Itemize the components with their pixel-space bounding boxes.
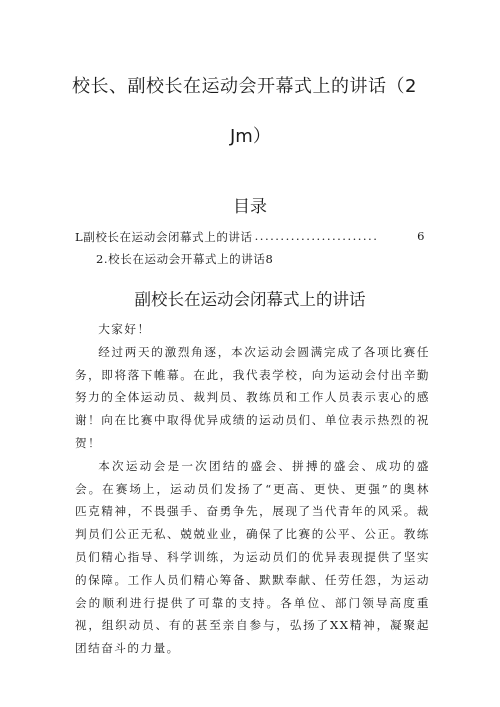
- section-heading: 副校长在运动会闭幕式上的讲话: [134, 290, 366, 309]
- toc-leader-dots: ........................: [254, 229, 379, 243]
- toc-entry[interactable]: [96, 251, 273, 267]
- body-paragraph: 本次运动会是一次团结的盛会、拼搏的盛会、成功的盛会。在赛场上，运动员们发扬了“更高、更快、更强”的奥林匹克精神，不畏强手、奋勇争先，展现了当代青年的风采。裁判员们公正无私、兢兢业业，确保了比赛的公平、公正。教练员们精心指导、科学训练，为运动员们的优异表现提供了坚实的保障。工作人员们精心筹备、默默奉献、任劳任怨，为运动会的顺利进行提供了可靠的支持。各单位、部门领导高度重视，组织动员、有的甚至亲自参与，弘扬了XX精神，凝聚起团结奋斗的力量。: [75, 458, 430, 656]
- toc-entry-page: 6: [417, 229, 425, 243]
- toc-entry[interactable]: [75, 229, 425, 245]
- toc-heading: 目录: [233, 197, 267, 217]
- section-body: [75, 318, 430, 660]
- body-paragraph: 经过两天的激烈角逐，本次运动会圆满完成了各项比赛任务，即将落下帷幕。在此，我代表学校，向为运动会付出辛勤努力的全体运动员、裁判员、教练员和工作人员表示衷心的感谢！向在比赛中取得优异成绩的运动员们、单位表示热烈的祝贺！: [75, 344, 430, 450]
- greeting-paragraph: 大家好！: [98, 322, 151, 336]
- toc-entry-label: 2.校长在运动会开幕式上的讲话8: [96, 252, 274, 266]
- document-title-continuation: Jm）: [230, 126, 271, 147]
- document-title: 校长、副校长在运动会开幕式上的讲话（2: [72, 76, 417, 97]
- toc-entry-label: L副校长在运动会闭幕式上的讲话: [75, 230, 253, 244]
